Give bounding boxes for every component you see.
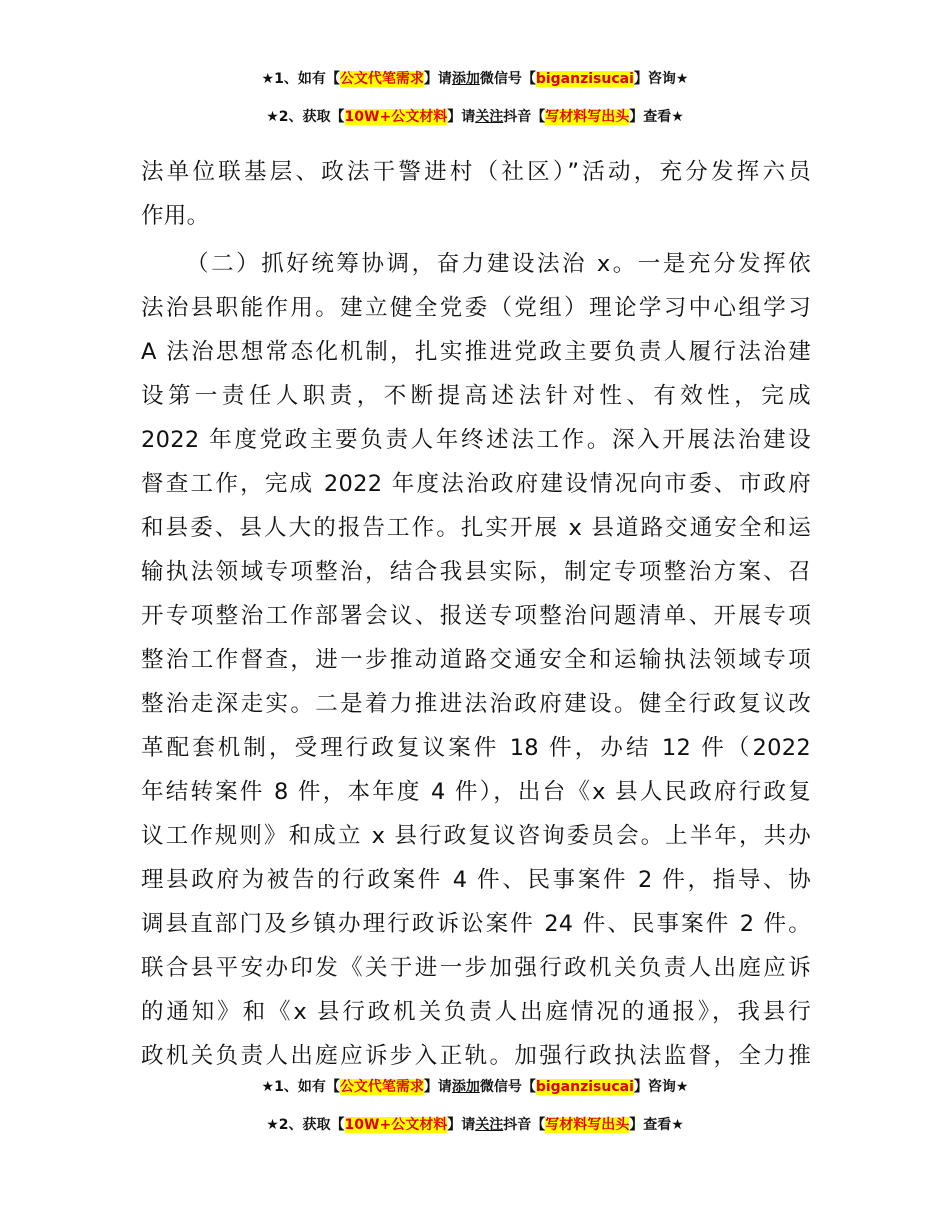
highlight-wechat-id: biganzisucai <box>535 71 634 87</box>
underlined-word: 添加 <box>451 71 480 87</box>
body-line: 法治县职能作用。建立健全党委（党组）理论学习中心组学习 <box>141 295 811 321</box>
body-line: 的通知》和《x 县行政机关负责人出庭情况的通报》，我县行 <box>141 999 811 1025</box>
promo-banner-top-2 <box>0 107 950 127</box>
banner-text: 2、获取【 <box>278 109 345 125</box>
star-icon: ★ <box>675 71 689 87</box>
body-line-indented: （二）抓好统筹协调，奋力建设法治 x。一是充分发挥依 <box>186 251 811 277</box>
promo-banner-bottom-1 <box>0 1077 950 1097</box>
body-line: 议工作规则》和成立 x 县行政复议咨询委员会。上半年，共办 <box>141 823 811 849</box>
banner-text: 】查看 <box>629 109 672 125</box>
body-line: 革配套机制，受理行政复议案件 18 件，办结 12 件（2022 <box>141 735 811 761</box>
banner-text: 】咨询 <box>633 1079 676 1095</box>
body-line: 2022 年度党政主要负责人年终述法工作。深入开展法治建设 <box>141 427 811 453</box>
underlined-word: 添加 <box>451 1079 480 1095</box>
body-line: 输执法领域专项整治，结合我县实际，制定专项整治方案、召 <box>141 559 811 585</box>
highlight-service: 公文代笔需求 <box>339 1079 424 1095</box>
highlight-service: 公文代笔需求 <box>339 71 424 87</box>
banner-text: 】请 <box>447 1117 476 1133</box>
star-icon: ★ <box>675 1079 689 1095</box>
document-body <box>141 150 811 1078</box>
banner-text: 】咨询 <box>633 71 676 87</box>
body-line: 开专项整治工作部署会议、报送专项整治问题清单、开展专项 <box>141 603 811 629</box>
highlight-materials: 10W+公文材料 <box>344 109 448 125</box>
highlight-materials: 10W+公文材料 <box>344 1117 448 1133</box>
body-line: 设第一责任人职责，不断提高述法针对性、有效性，完成 <box>141 383 811 409</box>
underlined-word: 关注 <box>475 109 504 125</box>
banner-text: 】请 <box>447 109 476 125</box>
banner-text: 】请 <box>423 71 452 87</box>
star-icon: ★ <box>671 109 684 125</box>
banner-text: 微信号【 <box>479 1079 536 1095</box>
banner-text: 】查看 <box>629 1117 672 1133</box>
highlight-douyin-account: 写材料写出头 <box>545 109 630 125</box>
body-line: 联合县平安办印发《关于进一步加强行政机关负责人出庭应诉 <box>141 955 811 981</box>
highlight-douyin-account: 写材料写出头 <box>545 1117 630 1133</box>
banner-text: 】请 <box>423 1079 452 1095</box>
star-icon: ★ <box>261 1079 275 1095</box>
body-line: 督查工作，完成 2022 年度法治政府建设情况向市委、市政府 <box>141 471 811 497</box>
body-line: 理县政府为被告的行政案件 4 件、民事案件 2 件，指导、协 <box>141 867 811 893</box>
body-line: 和县委、县人大的报告工作。扎实开展 x 县道路交通安全和运 <box>141 515 811 541</box>
star-icon: ★ <box>266 109 279 125</box>
body-line: 政机关负责人出庭应诉步入正轨。加强行政执法监督，全力推 <box>141 1043 811 1069</box>
banner-text: 2、获取【 <box>278 1117 345 1133</box>
underlined-word: 关注 <box>475 1117 504 1133</box>
banner-text: 1、如有【 <box>274 1079 340 1095</box>
body-line: 作用。 <box>141 203 210 229</box>
body-line: 调县直部门及乡镇办理行政诉讼案件 24 件、民事案件 2 件。 <box>141 911 811 937</box>
promo-banner-top-1 <box>0 69 950 89</box>
body-line: A 法治思想常态化机制，扎实推进党政主要负责人履行法治建 <box>141 339 811 365</box>
promo-banner-bottom-2 <box>0 1115 950 1135</box>
star-icon: ★ <box>671 1117 684 1133</box>
banner-text: 抖音【 <box>503 1117 546 1133</box>
banner-text: 微信号【 <box>479 71 536 87</box>
star-icon: ★ <box>261 71 275 87</box>
star-icon: ★ <box>266 1117 279 1133</box>
body-line: 法单位联基层、政法干警进村（社区）”活动，充分发挥六员 <box>141 159 811 185</box>
body-line: 整治走深走实。二是着力推进法治政府建设。健全行政复议改 <box>141 691 811 717</box>
banner-text: 抖音【 <box>503 109 546 125</box>
body-line: 年结转案件 8 件，本年度 4 件），出台《x 县人民政府行政复 <box>141 779 811 805</box>
highlight-wechat-id: biganzisucai <box>535 1079 634 1095</box>
banner-text: 1、如有【 <box>274 71 340 87</box>
body-line: 整治工作督查，进一步推动道路交通安全和运输执法领域专项 <box>141 647 811 673</box>
